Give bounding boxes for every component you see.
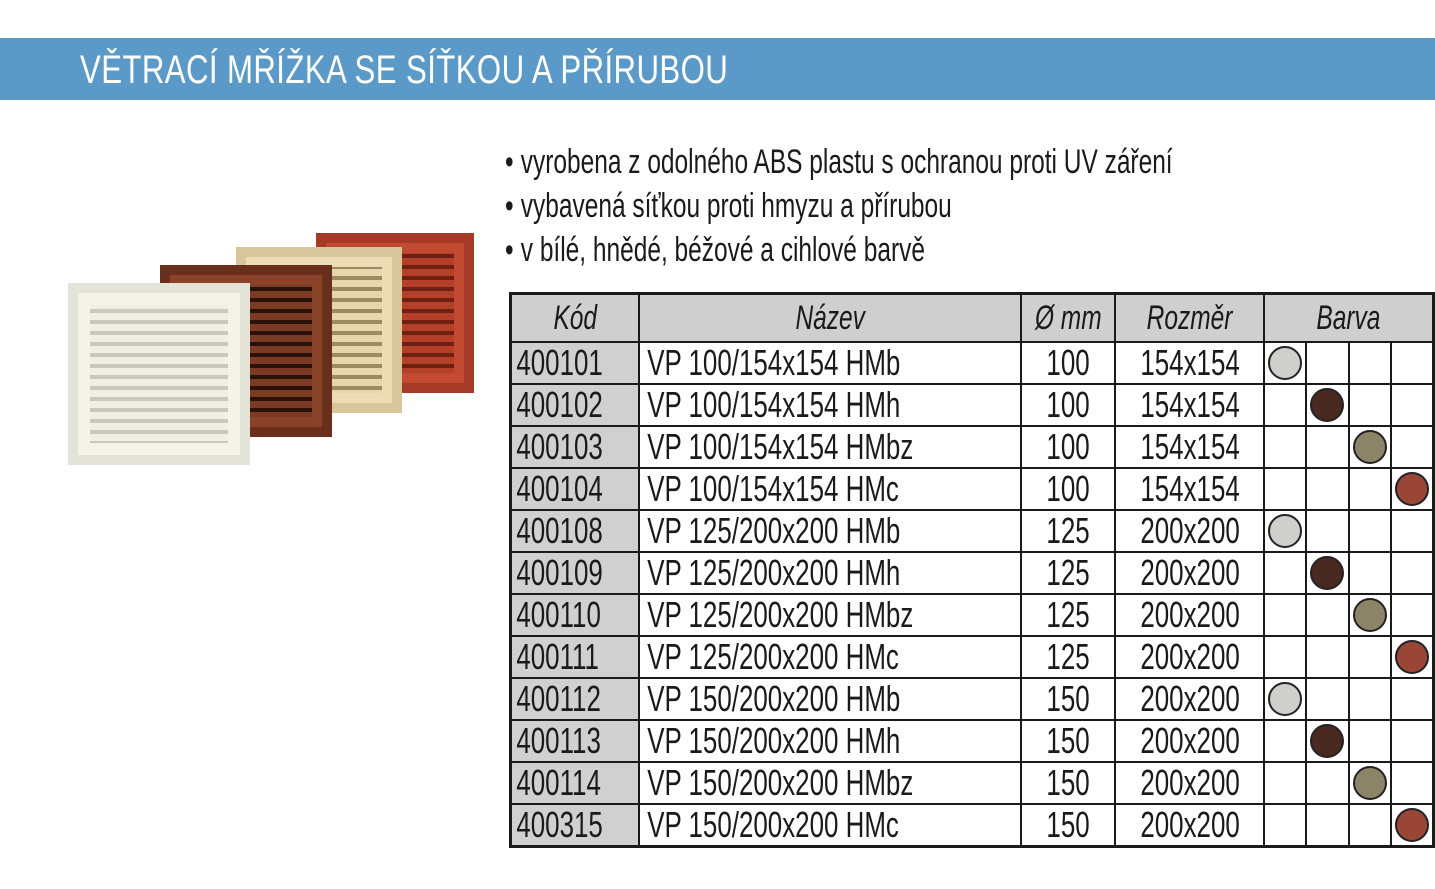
header-size: Rozměr — [1115, 294, 1264, 343]
color-cell — [1264, 384, 1306, 426]
color-cell — [1391, 594, 1434, 636]
cell-diameter-text: 150 — [1046, 804, 1090, 845]
cell-diameter-text: 125 — [1046, 636, 1090, 677]
color-cell — [1306, 342, 1348, 384]
cell-name — [639, 804, 1021, 847]
table-row — [511, 468, 1434, 510]
cell-code — [511, 552, 640, 594]
table-row — [511, 678, 1434, 720]
cell-diameter — [1021, 594, 1116, 636]
cell-size-text: 200x200 — [1139, 510, 1240, 551]
header-name: Název — [639, 294, 1021, 343]
color-cell — [1306, 510, 1348, 552]
cell-code — [511, 468, 640, 510]
color-swatch-icon — [1310, 388, 1344, 422]
cell-name — [639, 720, 1021, 762]
color-cell — [1264, 804, 1306, 847]
color-cell — [1349, 804, 1391, 847]
cell-size — [1115, 552, 1264, 594]
product-photo — [60, 225, 480, 475]
cell-size-text: 200x200 — [1139, 762, 1240, 803]
cell-size — [1115, 342, 1264, 384]
cell-name-text: VP 150/200x200 HMc — [647, 804, 900, 845]
cell-diameter-text: 100 — [1046, 342, 1090, 383]
color-swatch-icon — [1395, 472, 1429, 506]
cell-name-text: VP 100/154x154 HMb — [647, 342, 901, 383]
cell-code-text: 400108 — [516, 510, 603, 551]
table-row — [511, 426, 1434, 468]
cell-diameter — [1021, 636, 1116, 678]
cell-name — [639, 762, 1021, 804]
cell-diameter-text: 125 — [1046, 552, 1090, 593]
cell-size — [1115, 468, 1264, 510]
cell-code-text: 400109 — [516, 552, 603, 593]
color-cell — [1306, 678, 1348, 720]
color-cell — [1306, 552, 1348, 594]
feature-item — [505, 228, 1173, 272]
cell-size-text: 200x200 — [1139, 552, 1240, 593]
table-header-row — [511, 294, 1434, 343]
color-swatch-icon — [1268, 514, 1302, 548]
color-cell — [1264, 510, 1306, 552]
cell-code — [511, 342, 640, 384]
cell-diameter — [1021, 426, 1116, 468]
cell-name — [639, 384, 1021, 426]
table-row — [511, 804, 1434, 847]
color-cell — [1264, 426, 1306, 468]
color-cell — [1306, 594, 1348, 636]
cell-name — [639, 468, 1021, 510]
cell-diameter — [1021, 552, 1116, 594]
color-swatch-icon — [1353, 430, 1387, 464]
color-swatch-icon — [1268, 346, 1302, 380]
cell-size-text: 154x154 — [1139, 384, 1240, 425]
cell-name — [639, 636, 1021, 678]
cell-name — [639, 678, 1021, 720]
color-cell — [1349, 552, 1391, 594]
table-row — [511, 342, 1434, 384]
color-cell — [1349, 636, 1391, 678]
feature-item — [505, 184, 1173, 228]
color-swatch-icon — [1353, 598, 1387, 632]
table-row — [511, 594, 1434, 636]
cell-diameter — [1021, 384, 1116, 426]
cell-name — [639, 594, 1021, 636]
color-cell — [1349, 468, 1391, 510]
color-cell — [1391, 552, 1434, 594]
color-cell — [1306, 720, 1348, 762]
cell-code — [511, 594, 640, 636]
cell-diameter — [1021, 804, 1116, 847]
color-swatch-icon — [1268, 682, 1302, 716]
cell-code-text: 400114 — [516, 762, 601, 803]
feature-text: v bílé, hnědé, béžové a cihlové barvě — [520, 231, 925, 269]
color-cell — [1306, 636, 1348, 678]
color-cell — [1349, 510, 1391, 552]
cell-name — [639, 510, 1021, 552]
cell-code — [511, 720, 640, 762]
color-cell — [1264, 342, 1306, 384]
cell-name-text: VP 125/200x200 HMb — [647, 510, 901, 551]
color-cell — [1391, 384, 1434, 426]
cell-size — [1115, 594, 1264, 636]
color-cell — [1264, 552, 1306, 594]
cell-code — [511, 384, 640, 426]
color-cell — [1349, 342, 1391, 384]
color-cell — [1264, 636, 1306, 678]
cell-name-text: VP 150/200x200 HMbz — [647, 762, 914, 803]
cell-diameter-text: 150 — [1046, 762, 1090, 803]
cell-code — [511, 510, 640, 552]
cell-code-text: 400110 — [516, 594, 601, 635]
cell-diameter-text: 100 — [1046, 384, 1090, 425]
color-swatch-icon — [1310, 556, 1344, 590]
color-cell — [1391, 342, 1434, 384]
header-color: Barva — [1264, 294, 1434, 343]
cell-code-text: 400104 — [516, 468, 603, 509]
color-cell — [1391, 678, 1434, 720]
color-cell — [1391, 636, 1434, 678]
cell-size — [1115, 510, 1264, 552]
header-code: Kód — [511, 294, 640, 343]
title-banner — [0, 38, 1435, 100]
cell-code — [511, 636, 640, 678]
color-cell — [1306, 804, 1348, 847]
page-title: VĚTRACÍ MŘÍŽKA SE SÍŤKOU A PŘÍRUBOU — [80, 48, 729, 92]
table-row — [511, 720, 1434, 762]
cell-size — [1115, 804, 1264, 847]
cell-size — [1115, 636, 1264, 678]
cell-diameter-text: 125 — [1046, 510, 1090, 551]
color-cell — [1264, 468, 1306, 510]
cell-diameter-text: 125 — [1046, 594, 1090, 635]
color-swatch-icon — [1310, 724, 1344, 758]
table-row — [511, 384, 1434, 426]
color-cell — [1391, 720, 1434, 762]
cell-code-text: 400315 — [516, 804, 603, 845]
cell-diameter-text: 100 — [1046, 426, 1090, 467]
cell-code-text: 400112 — [516, 678, 601, 719]
cell-size — [1115, 426, 1264, 468]
cell-code-text: 400101 — [516, 342, 603, 383]
cell-name-text: VP 100/154x154 HMh — [647, 384, 901, 425]
product-table — [509, 292, 1435, 848]
color-cell — [1391, 468, 1434, 510]
feature-text: vyrobena z odolného ABS plastu s ochranou proti UV záření — [520, 143, 1173, 181]
grille-white — [68, 283, 250, 465]
cell-diameter — [1021, 510, 1116, 552]
cell-name-text: VP 125/200x200 HMc — [647, 636, 900, 677]
cell-size-text: 154x154 — [1139, 426, 1240, 467]
color-cell — [1391, 762, 1434, 804]
color-cell — [1264, 762, 1306, 804]
cell-code-text: 400103 — [516, 426, 603, 467]
cell-name-text: VP 150/200x200 HMb — [647, 678, 901, 719]
feature-item — [505, 140, 1173, 184]
bullet: • — [505, 187, 514, 225]
cell-name-text: VP 125/200x200 HMh — [647, 552, 901, 593]
table-row — [511, 510, 1434, 552]
color-cell — [1264, 594, 1306, 636]
color-cell — [1391, 426, 1434, 468]
color-swatch-icon — [1395, 808, 1429, 842]
cell-size — [1115, 678, 1264, 720]
cell-name-text: VP 100/154x154 HMc — [647, 468, 900, 509]
cell-code — [511, 762, 640, 804]
color-cell — [1306, 762, 1348, 804]
cell-size-text: 200x200 — [1139, 636, 1240, 677]
cell-code — [511, 426, 640, 468]
cell-name — [639, 342, 1021, 384]
color-cell — [1349, 426, 1391, 468]
cell-size-text: 200x200 — [1139, 594, 1240, 635]
color-swatch-icon — [1353, 766, 1387, 800]
color-cell — [1349, 384, 1391, 426]
cell-diameter-text: 150 — [1046, 678, 1090, 719]
feature-text: vybavená síťkou proti hmyzu a přírubou — [520, 187, 952, 225]
cell-name — [639, 552, 1021, 594]
cell-diameter — [1021, 720, 1116, 762]
bullet: • — [505, 231, 514, 269]
table-row — [511, 762, 1434, 804]
cell-name-text: VP 100/154x154 HMbz — [647, 426, 914, 467]
cell-size — [1115, 762, 1264, 804]
cell-name — [639, 426, 1021, 468]
cell-diameter — [1021, 762, 1116, 804]
color-cell — [1264, 720, 1306, 762]
cell-size-text: 200x200 — [1139, 678, 1240, 719]
color-cell — [1349, 594, 1391, 636]
cell-code-text: 400111 — [516, 636, 599, 677]
color-cell — [1391, 510, 1434, 552]
color-cell — [1306, 426, 1348, 468]
cell-name-text: VP 125/200x200 HMbz — [647, 594, 914, 635]
cell-size-text: 200x200 — [1139, 804, 1240, 845]
cell-diameter — [1021, 468, 1116, 510]
cell-size-text: 200x200 — [1139, 720, 1240, 761]
color-swatch-icon — [1395, 640, 1429, 674]
cell-diameter — [1021, 342, 1116, 384]
cell-size-text: 154x154 — [1139, 342, 1240, 383]
cell-code — [511, 804, 640, 847]
color-cell — [1391, 804, 1434, 847]
cell-size — [1115, 384, 1264, 426]
header-diameter: Ø mm — [1021, 294, 1116, 343]
cell-size-text: 154x154 — [1139, 468, 1240, 509]
cell-code — [511, 678, 640, 720]
table-row — [511, 552, 1434, 594]
bullet: • — [505, 143, 514, 181]
cell-diameter-text: 150 — [1046, 720, 1090, 761]
cell-size — [1115, 720, 1264, 762]
cell-diameter-text: 100 — [1046, 468, 1090, 509]
color-cell — [1349, 720, 1391, 762]
color-cell — [1349, 762, 1391, 804]
feature-list — [505, 140, 1432, 272]
cell-code-text: 400113 — [516, 720, 601, 761]
cell-name-text: VP 150/200x200 HMh — [647, 720, 901, 761]
color-cell — [1306, 468, 1348, 510]
color-cell — [1306, 384, 1348, 426]
cell-diameter — [1021, 678, 1116, 720]
color-cell — [1264, 678, 1306, 720]
cell-code-text: 400102 — [516, 384, 603, 425]
color-cell — [1349, 678, 1391, 720]
table-row — [511, 636, 1434, 678]
